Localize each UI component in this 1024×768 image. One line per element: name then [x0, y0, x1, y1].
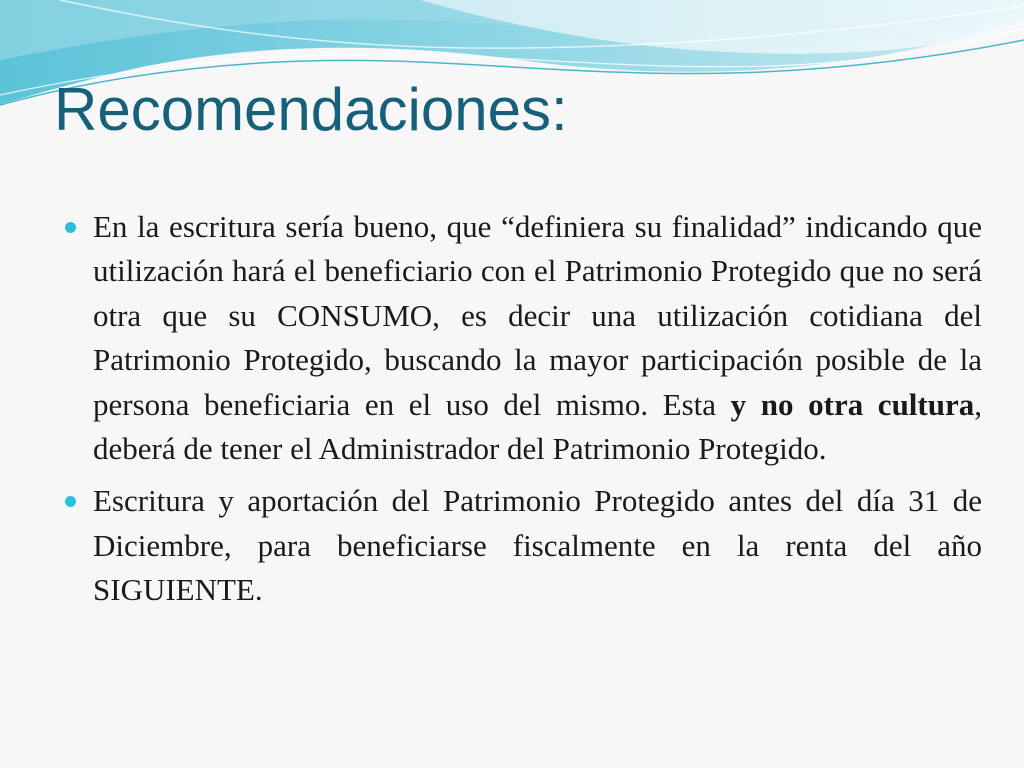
bullet-list — [62, 205, 982, 621]
list-item — [62, 205, 982, 471]
bullet-text-part: , deberá de tener el Administrador del Patrimonio Protegido. — [93, 386, 982, 467]
bullet-text: Escritura y aportación del Patrimonio Protegido antes del día 31 de Diciembre, para beneficiarse fiscalmente en la renta del año SIGUIENTE. — [93, 483, 982, 608]
list-item — [62, 479, 982, 612]
bullet-text — [93, 205, 982, 471]
slide-title: Recomendaciones: — [54, 76, 568, 143]
bullet-text-part: En la escritura sería bueno, que “definiera su finalidad” indicando que utilización hará el beneficiario con el Patrimonio Protegido que no será otra que su CONSUMO, es decir una utilización cotidiana del Patrimonio Protegido, buscando la mayor participación posible de la persona beneficiaria en el uso del mismo. Esta — [93, 209, 982, 422]
bullet-dot-icon — [65, 496, 76, 507]
bullet-text-bold: y no otra cultura — [730, 386, 975, 422]
bullet-dot-icon — [65, 222, 76, 233]
